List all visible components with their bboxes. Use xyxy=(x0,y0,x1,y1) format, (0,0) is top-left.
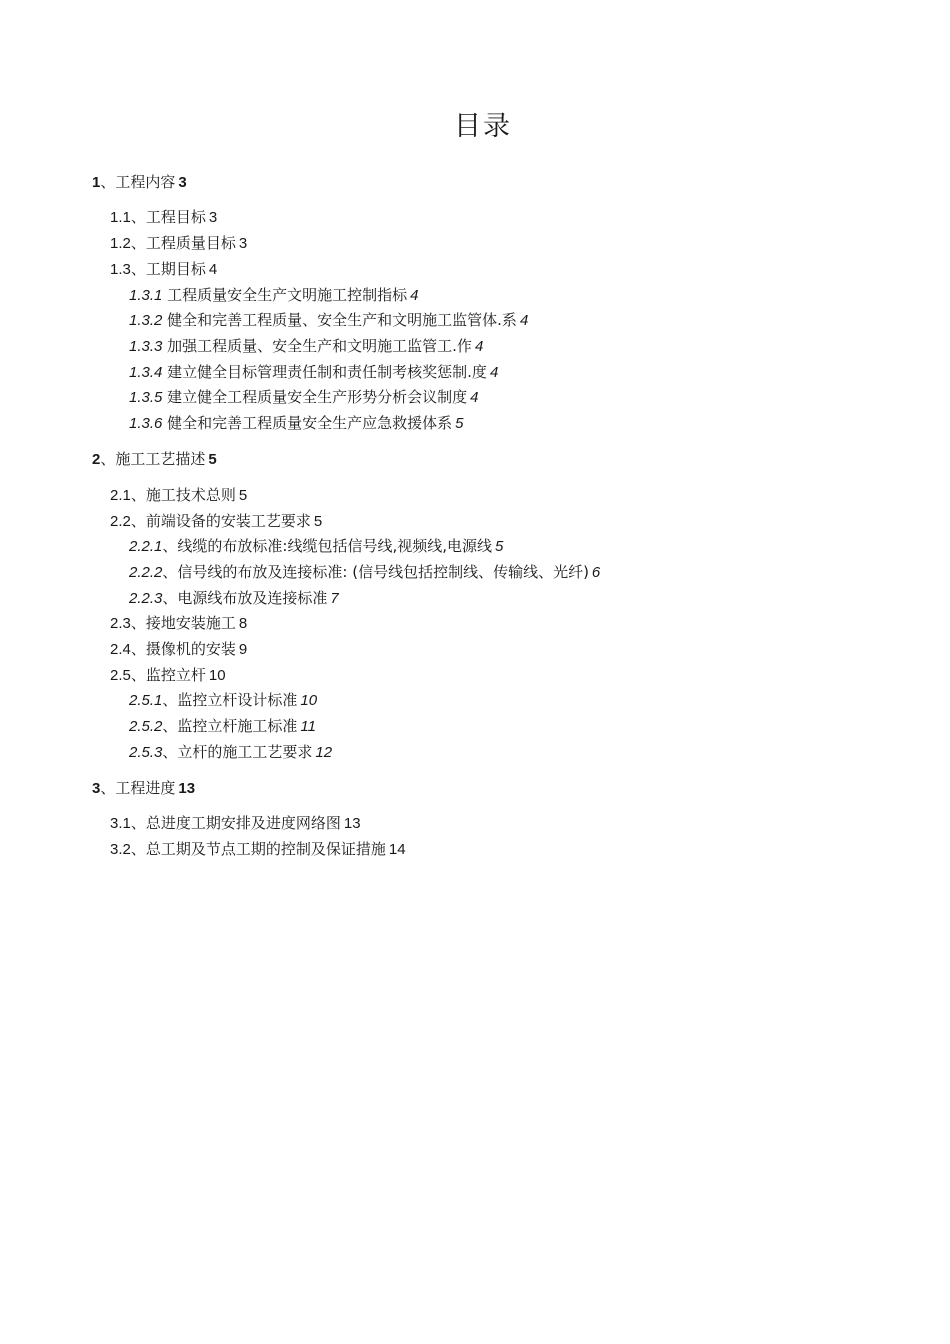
toc-entry-page-number: 3 xyxy=(238,235,248,252)
toc-entry-title: 监控立杆 xyxy=(145,666,206,684)
toc-entry-level-3[interactable] xyxy=(129,387,479,408)
toc-entry-separator: 、 xyxy=(130,840,146,858)
toc-entry-page-number: 13 xyxy=(178,780,196,797)
toc-entry-title: 信号线的布放及连接标准: (信号线包括控制线、传输线、光纤) xyxy=(177,563,589,581)
toc-entry-number: 1 xyxy=(92,174,101,191)
toc-entry-number: 1.3.2 xyxy=(129,312,163,329)
toc-entry-number: 2.2.3 xyxy=(129,590,163,607)
toc-entry-title: 工程质量目标 xyxy=(145,234,236,252)
toc-entry-title: 总工期及节点工期的控制及保证措施 xyxy=(145,840,386,858)
toc-entry-page-number: 3 xyxy=(178,174,187,191)
toc-entry-number: 1.3.4 xyxy=(129,364,163,381)
toc-entry-title: 接地安装施工 xyxy=(145,614,236,632)
toc-entry-number: 1.3.6 xyxy=(129,415,163,432)
toc-entry-separator: 、 xyxy=(100,779,116,797)
toc-entry-number: 2.2.1 xyxy=(129,538,163,555)
toc-entry-title: 摄像机的安装 xyxy=(145,640,236,658)
toc-entry-page-number: 4 xyxy=(410,287,419,304)
toc-entry-level-1[interactable] xyxy=(92,172,187,193)
toc-entry-title: 建立健全目标管理责任制和责任制考核奖惩制.度 xyxy=(167,363,487,381)
toc-entry-number: 2.5.1 xyxy=(129,692,163,709)
toc-entry-separator: 、 xyxy=(130,614,146,632)
toc-entry-level-3[interactable] xyxy=(129,742,332,763)
toc-entry-title: 工程目标 xyxy=(145,208,206,226)
toc-entry-page-number: 5 xyxy=(455,415,464,432)
toc-entry-separator: 、 xyxy=(130,512,146,530)
toc-entry-title: 施工技术总则 xyxy=(145,486,236,504)
toc-entry-level-2[interactable] xyxy=(110,485,247,506)
toc-entry-level-2[interactable] xyxy=(110,259,217,280)
toc-entry-separator: 、 xyxy=(100,450,116,468)
toc-entry-number: 2.1 xyxy=(110,487,131,504)
toc-entry-number: 1.3.1 xyxy=(129,287,163,304)
toc-entry-separator: 、 xyxy=(162,589,178,607)
toc-entry-title: 前端设备的安装工艺要求 xyxy=(145,512,311,530)
toc-entry-page-number: 10 xyxy=(208,667,226,684)
toc-entry-page-number: 4 xyxy=(470,389,479,406)
toc-entry-number: 2.5.3 xyxy=(129,744,163,761)
toc-entry-number: 2.2 xyxy=(110,513,131,530)
toc-entry-title: 健全和完善工程质量、安全生产和文明施工监管体.系 xyxy=(167,311,517,329)
toc-entry-level-2[interactable] xyxy=(110,511,322,532)
toc-entry-title: 线缆的布放标准:线缆包括信号线,视频线,电源线 xyxy=(177,537,492,555)
toc-entry-page-number: 4 xyxy=(489,364,499,381)
toc-entry-level-2[interactable] xyxy=(110,639,247,660)
toc-entry-page-number: 8 xyxy=(238,615,248,632)
toc-entry-title: 工程进度 xyxy=(115,779,176,797)
toc-entry-page-number: 4 xyxy=(519,312,529,329)
toc-entry-number: 2.4 xyxy=(110,641,131,658)
toc-entry-page-number: 5 xyxy=(494,538,504,555)
toc-entry-separator: 、 xyxy=(162,691,178,709)
toc-entry-separator: 、 xyxy=(130,234,146,252)
toc-entry-page-number: 13 xyxy=(343,815,361,832)
toc-entry-number: 3.1 xyxy=(110,815,131,832)
toc-entry-page-number: 14 xyxy=(388,841,406,858)
toc-entry-level-2[interactable] xyxy=(110,233,247,254)
toc-entry-page-number: 4 xyxy=(474,338,484,355)
toc-entry-page-number: 11 xyxy=(300,718,316,735)
toc-entry-title: 电源线布放及连接标准 xyxy=(177,589,328,607)
toc-entry-title: 监控立杆设计标准 xyxy=(177,691,298,709)
toc-entry-page-number: 5 xyxy=(208,451,217,468)
page-title: 目录 xyxy=(454,111,512,142)
toc-entry-number: 2.3 xyxy=(110,615,131,632)
toc-entry-number: 1.1 xyxy=(110,209,131,226)
toc-entry-level-3[interactable] xyxy=(129,413,464,434)
toc-entry-page-number: 9 xyxy=(238,641,248,658)
toc-entry-level-2[interactable] xyxy=(110,665,226,686)
toc-entry-separator: 、 xyxy=(130,260,146,278)
toc-entry-separator: 、 xyxy=(130,666,146,684)
toc-entry-level-3[interactable] xyxy=(129,285,419,306)
toc-entry-page-number: 5 xyxy=(313,513,323,530)
toc-entry-title: 立杆的施工工艺要求 xyxy=(177,743,313,761)
toc-entry-page-number: 6 xyxy=(591,564,601,581)
toc-entry-title: 工程内容 xyxy=(115,173,176,191)
toc-entry-level-3[interactable] xyxy=(129,588,339,609)
toc-entry-separator: 、 xyxy=(130,208,146,226)
toc-entry-separator: 、 xyxy=(100,173,116,191)
toc-entry-separator: 、 xyxy=(162,563,178,581)
toc-entry-level-2[interactable] xyxy=(110,813,361,834)
toc-entry-level-1[interactable] xyxy=(92,778,195,799)
toc-entry-level-2[interactable] xyxy=(110,839,406,860)
toc-entry-page-number: 4 xyxy=(208,261,218,278)
toc-entry-number: 2.5.2 xyxy=(129,718,163,735)
toc-entry-separator: 、 xyxy=(162,537,178,555)
toc-entry-separator: 、 xyxy=(162,717,178,735)
toc-entry-title: 工程质量安全生产文明施工控制指标 xyxy=(167,286,408,304)
toc-entry-level-3[interactable] xyxy=(129,716,316,737)
toc-entry-title: 工期目标 xyxy=(145,260,206,278)
toc-entry-page-number: 7 xyxy=(330,590,339,607)
toc-entry-level-3[interactable] xyxy=(129,336,483,357)
toc-entry-level-3[interactable] xyxy=(129,562,600,583)
toc-entry-page-number: 10 xyxy=(300,692,318,709)
toc-entry-number: 2 xyxy=(92,451,101,468)
toc-entry-level-3[interactable] xyxy=(129,690,317,711)
toc-entry-separator: 、 xyxy=(130,486,146,504)
toc-entry-level-3[interactable] xyxy=(129,310,528,331)
toc-entry-level-3[interactable] xyxy=(129,536,503,557)
toc-entry-separator: 、 xyxy=(162,743,178,761)
toc-entry-title: 健全和完善工程质量安全生产应急救援体系 xyxy=(167,414,453,432)
toc-entry-title: 总进度工期安排及进度网络图 xyxy=(145,814,341,832)
toc-entry-number: 1.3 xyxy=(110,261,131,278)
toc-entry-number: 1.3.3 xyxy=(129,338,163,355)
toc-entry-level-3[interactable] xyxy=(129,362,498,383)
toc-entry-number: 1.3.5 xyxy=(129,389,163,406)
toc-entry-title: 监控立杆施工标准 xyxy=(177,717,298,735)
toc-entry-title: 建立健全工程质量安全生产形势分析会议制度 xyxy=(167,388,468,406)
toc-entry-separator: 、 xyxy=(130,640,146,658)
toc-entry-number: 2.5 xyxy=(110,667,131,684)
toc-entry-number: 3.2 xyxy=(110,841,131,858)
toc-entry-number: 3 xyxy=(92,780,101,797)
toc-entry-title: 加强工程质量、安全生产和文明施工监管工.作 xyxy=(167,337,472,355)
toc-entry-number: 1.2 xyxy=(110,235,131,252)
toc-entry-level-1[interactable] xyxy=(92,449,217,470)
toc-entry-number: 2.2.2 xyxy=(129,564,163,581)
toc-entry-page-number: 12 xyxy=(315,744,333,761)
toc-entry-level-2[interactable] xyxy=(110,613,247,634)
toc-entry-title: 施工工艺描述 xyxy=(115,450,206,468)
toc-entry-page-number: 5 xyxy=(238,487,248,504)
toc-entry-separator: 、 xyxy=(130,814,146,832)
toc-entry-level-2[interactable] xyxy=(110,207,217,228)
toc-entry-page-number: 3 xyxy=(208,209,218,226)
